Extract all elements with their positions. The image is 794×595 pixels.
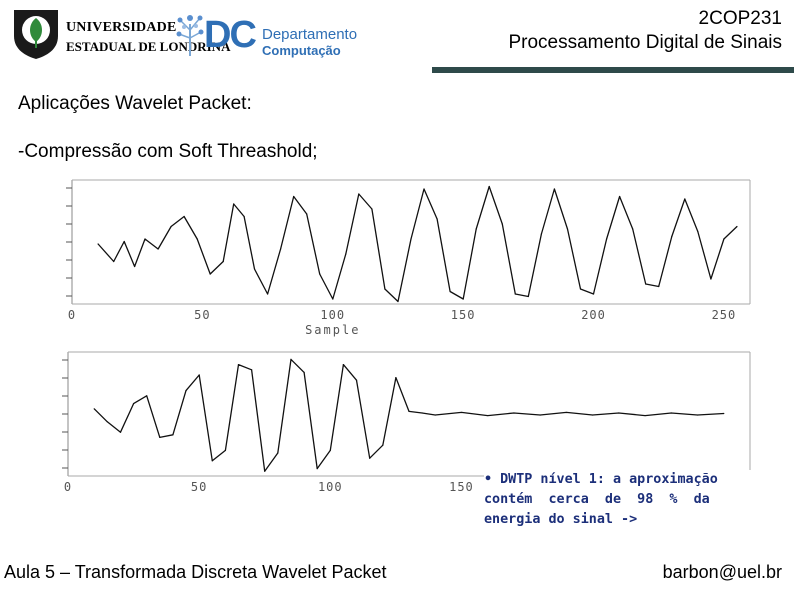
signal-data-point — [463, 298, 464, 299]
x-tick-label: 0 — [67, 308, 77, 322]
signal-data-point — [658, 286, 659, 287]
signal-data-point — [267, 293, 268, 294]
signal-data-point — [382, 445, 383, 446]
signal-data-point — [710, 278, 711, 279]
uel-emblem-icon — [10, 6, 62, 60]
signal-data-point — [606, 238, 607, 239]
x-tick-label: 250 — [711, 308, 737, 322]
signal-data-point — [422, 412, 423, 413]
signal-data-point — [210, 273, 211, 274]
section-title: Aplicações Wavelet Packet: — [18, 93, 252, 114]
signal-data-point — [212, 460, 213, 461]
signal-data-point — [632, 228, 633, 229]
signal-data-point — [395, 377, 396, 378]
signal-data-point — [290, 359, 291, 360]
signal-data-point — [330, 450, 331, 451]
signal-data-point — [592, 414, 593, 415]
signal-data-point — [528, 296, 529, 297]
signal-data-point — [567, 228, 568, 229]
signal-series-line — [98, 187, 737, 302]
signal-data-point — [199, 374, 200, 375]
university-name-line2: ESTADUAL DE LONDRINA — [66, 39, 231, 54]
signal-data-point — [723, 413, 724, 414]
signal-data-point — [319, 273, 320, 274]
signal-data-point — [293, 196, 294, 197]
caption-line-2: contém cerca de 98 % da — [484, 492, 710, 507]
signal-data-point — [697, 231, 698, 232]
signal-data-point — [435, 414, 436, 415]
signal-data-point — [436, 218, 437, 219]
signal-data-point — [133, 403, 134, 404]
footer-lecture-title: Aula 5 – Transformada Discreta Wavelet Packet — [4, 562, 387, 582]
signal-data-point — [317, 468, 318, 469]
caption-line-3: energia do sinal -> — [484, 512, 638, 527]
original-signal-plot — [62, 176, 762, 346]
university-name-line1: UNIVERSIDADE — [66, 20, 177, 35]
signal-data-point — [697, 414, 698, 415]
signal-data-point — [358, 193, 359, 194]
department-logo-line2: Computação — [262, 43, 341, 58]
signal-data-point — [502, 223, 503, 224]
signal-data-point — [423, 188, 424, 189]
signal-data-point — [170, 226, 171, 227]
signal-data-point — [671, 412, 672, 413]
signal-data-point — [644, 415, 645, 416]
signal-data-point — [723, 238, 724, 239]
header-divider — [432, 67, 794, 73]
x-tick-label: 50 — [194, 308, 211, 322]
signal-data-point — [408, 411, 409, 412]
signal-data-point — [223, 261, 224, 262]
signal-data-point — [461, 412, 462, 413]
signal-data-point — [306, 213, 307, 214]
signal-data-point — [618, 412, 619, 413]
signal-data-point — [107, 421, 108, 422]
signal-data-point — [97, 243, 98, 244]
bullet-text: -Compressão com Soft Threashold; — [18, 141, 318, 162]
signal-data-point — [197, 238, 198, 239]
signal-data-point — [264, 471, 265, 472]
signal-data-point — [371, 208, 372, 209]
signal-data-point — [345, 253, 346, 254]
signal-data-point — [541, 233, 542, 234]
footer-email: barbon@uel.br — [662, 562, 782, 582]
signal-data-point — [233, 203, 234, 204]
signal-data-point — [185, 390, 186, 391]
signal-data-point — [254, 268, 255, 269]
signal-data-point — [225, 450, 226, 451]
signal-data-point — [113, 261, 114, 262]
signal-data-point — [244, 216, 245, 217]
signal-series-line — [94, 359, 724, 471]
signal-data-point — [343, 364, 344, 365]
signal-data-point — [397, 301, 398, 302]
department-logo-line1: Departamento — [262, 26, 358, 43]
signal-data-point — [332, 298, 333, 299]
signal-data-point — [619, 196, 620, 197]
signal-data-point — [476, 228, 477, 229]
signal-data-point — [146, 395, 147, 396]
course-code: 2COP231 — [698, 8, 782, 29]
signal-data-point — [120, 432, 121, 433]
signal-data-point — [356, 380, 357, 381]
signal-data-point — [554, 188, 555, 189]
signal-data-point — [251, 369, 252, 370]
x-tick-label: 150 — [449, 480, 474, 494]
slide-header — [0, 0, 794, 72]
signal-data-point — [303, 372, 304, 373]
signal-data-point — [513, 412, 514, 413]
signal-data-point — [384, 288, 385, 289]
signal-data-point — [124, 241, 125, 242]
signal-data-point — [515, 293, 516, 294]
course-title: Processamento Digital de Sinais — [508, 32, 782, 53]
tree-network-icon — [176, 10, 204, 58]
signal-data-point — [580, 288, 581, 289]
signal-data-point — [645, 283, 646, 284]
signal-data-point — [144, 238, 145, 239]
x-axis-label: Sample — [305, 323, 361, 337]
signal-data-point — [593, 293, 594, 294]
caption-line-1: • DWTP nível 1: a aproximação — [484, 472, 718, 487]
signal-data-point — [280, 248, 281, 249]
signal-data-point — [277, 452, 278, 453]
x-tick-label: 100 — [317, 480, 343, 494]
x-tick-label: 200 — [581, 308, 606, 322]
signal-data-point — [566, 412, 567, 413]
signal-data-point — [238, 364, 239, 365]
signal-data-point — [184, 216, 185, 217]
signal-data-point — [736, 226, 737, 227]
signal-data-point — [369, 458, 370, 459]
x-tick-label: 50 — [190, 480, 208, 494]
x-tick-label: 150 — [450, 308, 476, 322]
department-logo-dc: DC — [204, 14, 255, 56]
signal-data-point — [684, 198, 685, 199]
signal-data-point — [540, 414, 541, 415]
caption-box — [484, 470, 770, 540]
department-logo — [176, 8, 356, 62]
signal-data-point — [450, 291, 451, 292]
x-tick-label: 100 — [320, 308, 346, 322]
signal-data-point — [94, 408, 95, 409]
signal-data-point — [159, 437, 160, 438]
signal-data-point — [410, 238, 411, 239]
signal-data-point — [157, 248, 158, 249]
signal-data-point — [134, 266, 135, 267]
signal-data-point — [172, 434, 173, 435]
signal-data-point — [487, 415, 488, 416]
signal-data-point — [489, 186, 490, 187]
signal-data-point — [671, 236, 672, 237]
x-tick-label: 0 — [63, 480, 73, 494]
